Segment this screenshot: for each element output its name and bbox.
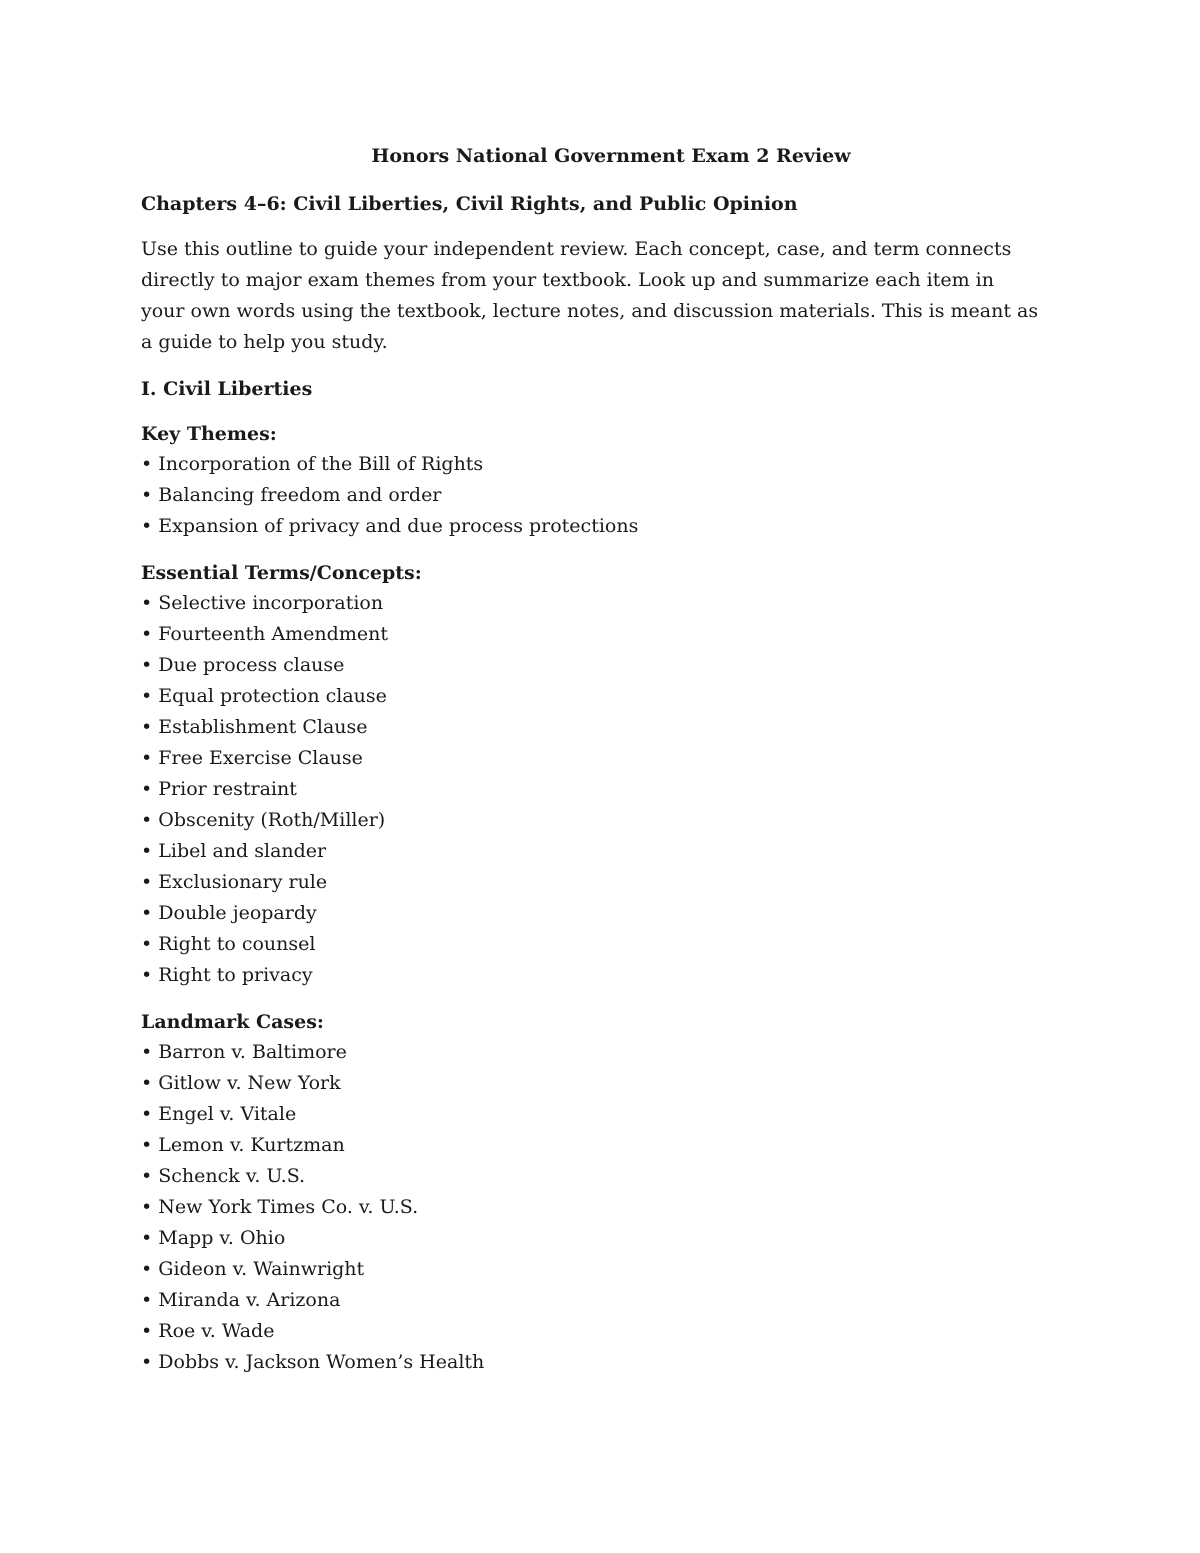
section-heading-civil-liberties: I. Civil Liberties — [141, 378, 313, 400]
landmark-case-item — [141, 1316, 1061, 1347]
list-item-text: Free Exercise Clause — [158, 747, 363, 769]
bullet-marker: • — [141, 515, 153, 537]
list-item-text: Barron v. Baltimore — [158, 1041, 347, 1063]
bullet-marker: • — [141, 809, 153, 831]
bullet-marker: • — [141, 964, 153, 986]
list-item-text: Mapp v. Ohio — [158, 1227, 286, 1249]
bullet-marker: • — [141, 716, 153, 738]
bullet-marker: • — [141, 1072, 153, 1094]
landmark-case-item — [141, 1068, 1061, 1099]
list-item-text: Gitlow v. New York — [158, 1072, 341, 1094]
essential-term-item — [141, 805, 1061, 836]
bullet-marker: • — [141, 1351, 153, 1373]
list-item-text: Gideon v. Wainwright — [158, 1258, 365, 1280]
essential-term-item — [141, 650, 1061, 681]
landmark-case-item — [141, 1223, 1061, 1254]
essential-term-item — [141, 681, 1061, 712]
list-item-text: Obscenity (Roth/Miller) — [158, 809, 386, 831]
list-item-text: Dobbs v. Jackson Women’s Health — [158, 1351, 485, 1373]
essential-term-item — [141, 898, 1061, 929]
list-item-text: Balancing freedom and order — [158, 484, 442, 506]
landmark-case-item — [141, 1192, 1061, 1223]
essential-term-item — [141, 743, 1061, 774]
essential-term-item — [141, 712, 1061, 743]
essential-terms-list — [141, 588, 1061, 991]
essential-terms-group — [141, 558, 1061, 991]
bullet-marker: • — [141, 871, 153, 893]
landmark-case-item — [141, 1130, 1061, 1161]
bullet-marker: • — [141, 778, 153, 800]
document-page — [141, 141, 1061, 1394]
bullet-marker: • — [141, 747, 153, 769]
landmark-case-item — [141, 1161, 1061, 1192]
bullet-marker: • — [141, 933, 153, 955]
list-item-text: Selective incorporation — [158, 592, 384, 614]
list-item-text: Incorporation of the Bill of Rights — [158, 453, 484, 475]
essential-term-item — [141, 960, 1061, 991]
list-item-text: Libel and slander — [158, 840, 327, 862]
essential-term-item — [141, 867, 1061, 898]
bullet-marker: • — [141, 840, 153, 862]
list-item-text: Due process clause — [158, 654, 345, 676]
essential-term-item — [141, 929, 1061, 960]
list-item-text: Double jeopardy — [158, 902, 317, 924]
document-subtitle: Chapters 4–6: Civil Liberties, Civil Rights, and Public Opinion — [141, 193, 798, 215]
bullet-marker: • — [141, 1196, 153, 1218]
landmark-case-item — [141, 1347, 1061, 1378]
list-item-text: Roe v. Wade — [158, 1320, 275, 1342]
bullet-marker: • — [141, 902, 153, 924]
bullet-marker: • — [141, 1041, 153, 1063]
bullet-marker: • — [141, 1165, 153, 1187]
landmark-cases-list — [141, 1037, 1061, 1378]
list-item-text: Right to counsel — [158, 933, 316, 955]
bullet-marker: • — [141, 1289, 153, 1311]
list-item-text: Prior restraint — [158, 778, 297, 800]
bullet-marker: • — [141, 654, 153, 676]
essential-term-item — [141, 836, 1061, 867]
bullet-marker: • — [141, 623, 153, 645]
essential-terms-heading: Essential Terms/Concepts: — [141, 562, 422, 584]
list-item-text: Exclusionary rule — [158, 871, 328, 893]
bullet-marker: • — [141, 685, 153, 707]
intro-paragraph: Use this outline to guide your independent review. Each concept, case, and term connects directly to major exam themes from your textbook. Look up and summarize each item in your own words using the textbook, lecture notes, and discussion materials. This is meant as a guide to help you study. — [141, 238, 1039, 353]
list-item-text: Equal protection clause — [158, 685, 387, 707]
landmark-case-item — [141, 1037, 1061, 1068]
document-title: Honors National Government Exam 2 Review — [371, 145, 851, 167]
key-themes-group — [141, 419, 1061, 542]
landmark-cases-heading: Landmark Cases: — [141, 1011, 324, 1033]
bullet-marker: • — [141, 453, 153, 475]
essential-term-item — [141, 774, 1061, 805]
key-themes-list — [141, 449, 1061, 542]
key-theme-item — [141, 480, 1061, 511]
bullet-marker: • — [141, 1258, 153, 1280]
landmark-cases-group — [141, 1007, 1061, 1378]
key-theme-item — [141, 511, 1061, 542]
list-item-text: Expansion of privacy and due process protections — [158, 515, 639, 537]
landmark-case-item — [141, 1254, 1061, 1285]
key-themes-heading: Key Themes: — [141, 423, 277, 445]
list-item-text: Establishment Clause — [158, 716, 368, 738]
bullet-marker: • — [141, 1103, 153, 1125]
list-item-text: Fourteenth Amendment — [158, 623, 388, 645]
essential-term-item — [141, 588, 1061, 619]
list-item-text: Lemon v. Kurtzman — [158, 1134, 345, 1156]
bullet-marker: • — [141, 1320, 153, 1342]
landmark-case-item — [141, 1285, 1061, 1316]
list-item-text: New York Times Co. v. U.S. — [158, 1196, 419, 1218]
essential-term-item — [141, 619, 1061, 650]
list-item-text: Miranda v. Arizona — [158, 1289, 341, 1311]
list-item-text: Schenck v. U.S. — [158, 1165, 306, 1187]
landmark-case-item — [141, 1099, 1061, 1130]
bullet-marker: • — [141, 484, 153, 506]
key-theme-item — [141, 449, 1061, 480]
list-item-text: Right to privacy — [158, 964, 313, 986]
list-item-text: Engel v. Vitale — [158, 1103, 297, 1125]
bullet-marker: • — [141, 592, 153, 614]
bullet-marker: • — [141, 1134, 153, 1156]
bullet-marker: • — [141, 1227, 153, 1249]
